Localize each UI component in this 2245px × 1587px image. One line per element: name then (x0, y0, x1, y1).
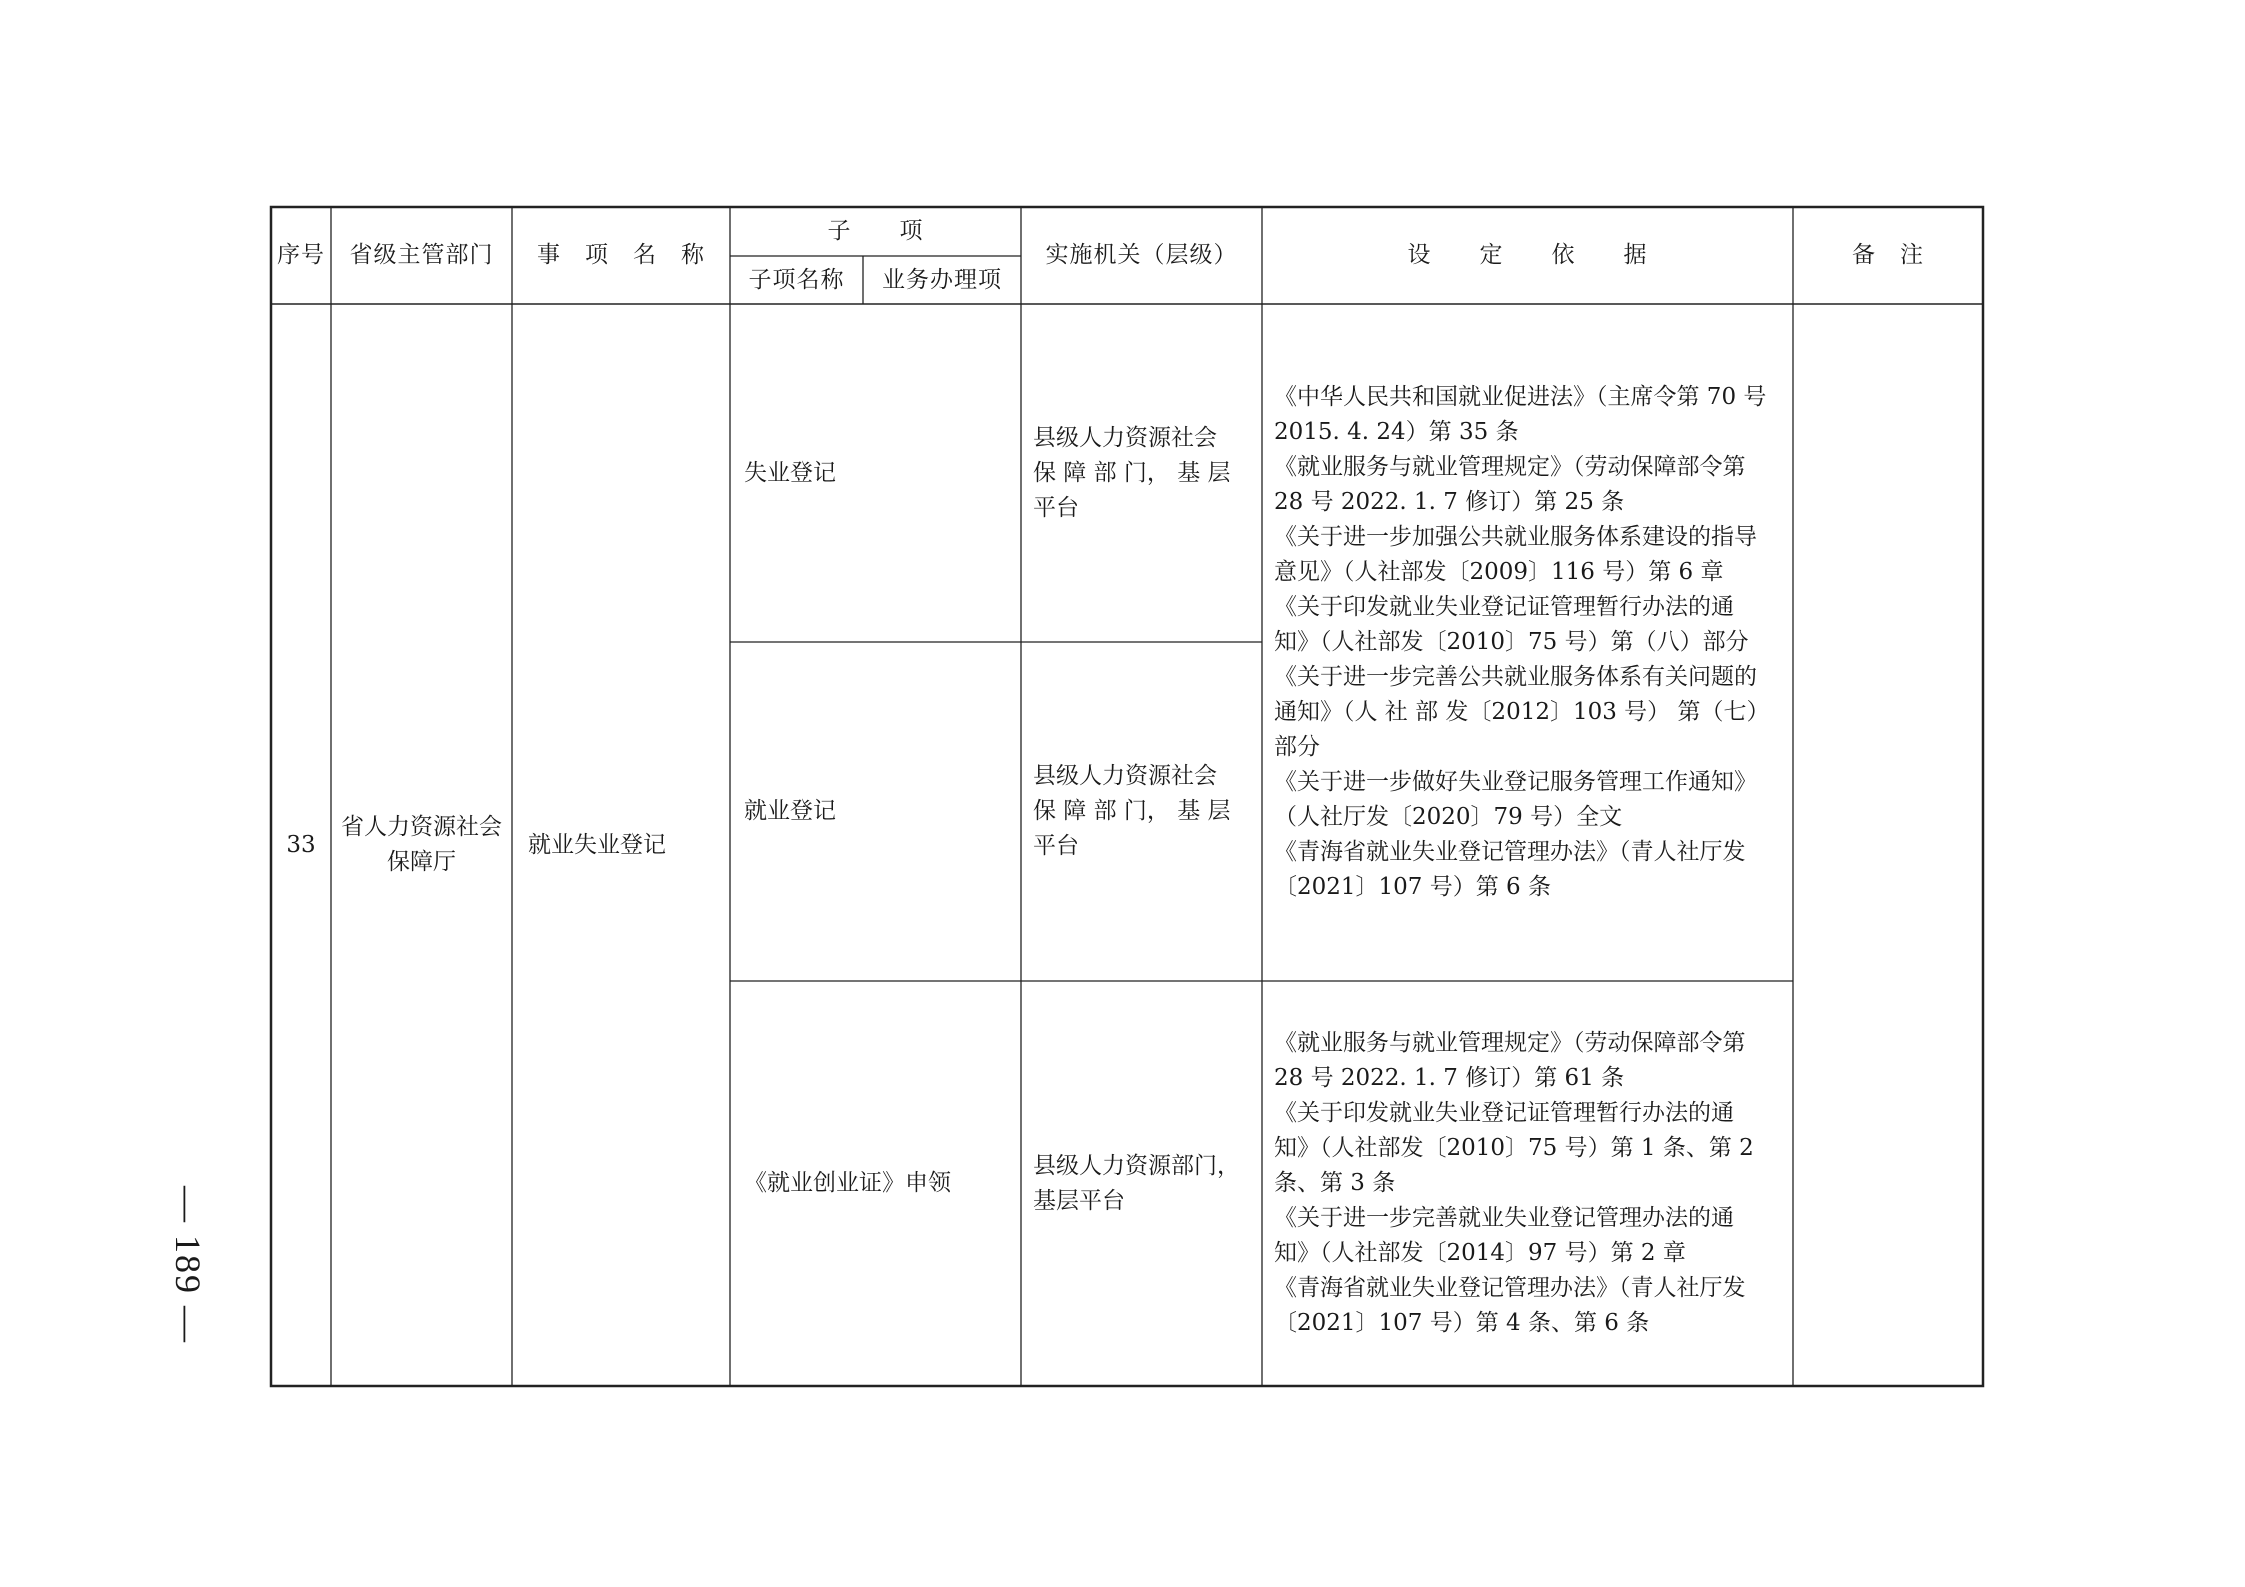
basis-line: 28 号 2022. 1. 7 修订）第 61 条 (1274, 1065, 1625, 1091)
row-seq: 33 (286, 831, 316, 858)
basis-line: 条、第 3 条 (1274, 1170, 1396, 1196)
basis-line: 《青海省就业失业登记管理办法》（青人社厅发 (1274, 839, 1746, 865)
basis-line: 《就业服务与就业管理规定》（劳动保障部令第 (1274, 454, 1746, 480)
basis-cell (1262, 981, 1793, 1386)
agency-line: 基层平台 (1033, 1187, 1125, 1214)
basis-line: 知》（人社部发〔2010〕75 号）第（八）部分 (1274, 629, 1749, 655)
basis-line: 部分 (1274, 734, 1320, 760)
agency-line: 保 障 部 门， 基 层 (1033, 459, 1231, 486)
header-item-name: 事 项 名 称 (537, 242, 705, 268)
sub-item-name: 《就业创业证》申领 (744, 1170, 951, 1196)
basis-line: 《中华人民共和国就业促进法》（主席令第 70 号 (1274, 384, 1767, 410)
basis-line: 〔2021〕107 号）第 6 条 (1274, 874, 1551, 900)
row-dept (331, 304, 512, 1386)
header-seq: 序号 (277, 242, 325, 268)
basis-line: 《关于印发就业失业登记证管理暂行办法的通 (1274, 1100, 1734, 1126)
basis-line: 知》（人社部发〔2010〕75 号）第 1 条、第 2 (1274, 1135, 1754, 1161)
row-dept-line-2: 保障厅 (387, 849, 456, 875)
header-basis: 设 定 依 据 (1407, 242, 1648, 268)
agency-line: 县级人力资源部门， (1033, 1152, 1240, 1179)
basis-line: 《关于进一步完善就业失业登记管理办法的通 (1274, 1205, 1734, 1231)
agency-cell (1021, 642, 1262, 981)
row-dept-line-1: 省人力资源社会 (341, 814, 502, 840)
agency-line: 县级人力资源社会 (1033, 763, 1217, 789)
basis-line: 2015. 4. 24）第 35 条 (1274, 419, 1519, 445)
page-number: — 189 — (168, 1186, 208, 1344)
agency-line: 平台 (1033, 833, 1079, 859)
basis-line: 《关于进一步完善公共就业服务体系有关问题的 (1274, 664, 1757, 690)
basis-cell (1262, 304, 1793, 981)
basis-line: 《关于进一步做好失业登记服务管理工作通知》 (1274, 769, 1757, 795)
agency-line: 县级人力资源社会 (1033, 424, 1217, 451)
header-agency: 实施机关（层级） (1045, 242, 1238, 268)
header-sub-item-name: 子项名称 (748, 266, 845, 293)
sub-item-name: 就业登记 (744, 798, 836, 824)
basis-line: 《关于印发就业失业登记证管理暂行办法的通 (1274, 594, 1734, 620)
basis-line: 《就业服务与就业管理规定》（劳动保障部令第 (1274, 1030, 1746, 1056)
basis-line: 知》（人社部发〔2014〕97 号）第 2 章 (1274, 1240, 1686, 1266)
agency-line: 保 障 部 门， 基 层 (1033, 798, 1231, 824)
sub-item-name: 失业登记 (744, 459, 836, 486)
basis-line: 〔2021〕107 号）第 4 条、第 6 条 (1274, 1310, 1650, 1336)
basis-line: 28 号 2022. 1. 7 修订）第 25 条 (1274, 489, 1625, 515)
agency-cell (1021, 981, 1262, 1386)
agency-cell (1021, 304, 1262, 642)
header-business-item: 业务办理项 (882, 266, 1002, 293)
basis-line: 意见》（人社部发〔2009〕116 号）第 6 章 (1274, 559, 1724, 585)
basis-line: （人社厅发〔2020〕79 号）全文 (1274, 804, 1623, 830)
header-sub-items: 子 项 (827, 218, 924, 244)
row-remark (1793, 304, 1983, 1386)
row-item-name: 就业失业登记 (528, 831, 666, 858)
header-dept: 省级主管部门 (349, 242, 494, 268)
basis-line: 通知》（人 社 部 发〔2012〕103 号） 第（七） (1274, 699, 1770, 725)
basis-line: 《关于进一步加强公共就业服务体系建设的指导 (1274, 524, 1757, 550)
agency-line: 平台 (1033, 494, 1079, 521)
header-remark: 备 注 (1852, 242, 1924, 268)
basis-line: 《青海省就业失业登记管理办法》（青人社厅发 (1274, 1275, 1746, 1301)
